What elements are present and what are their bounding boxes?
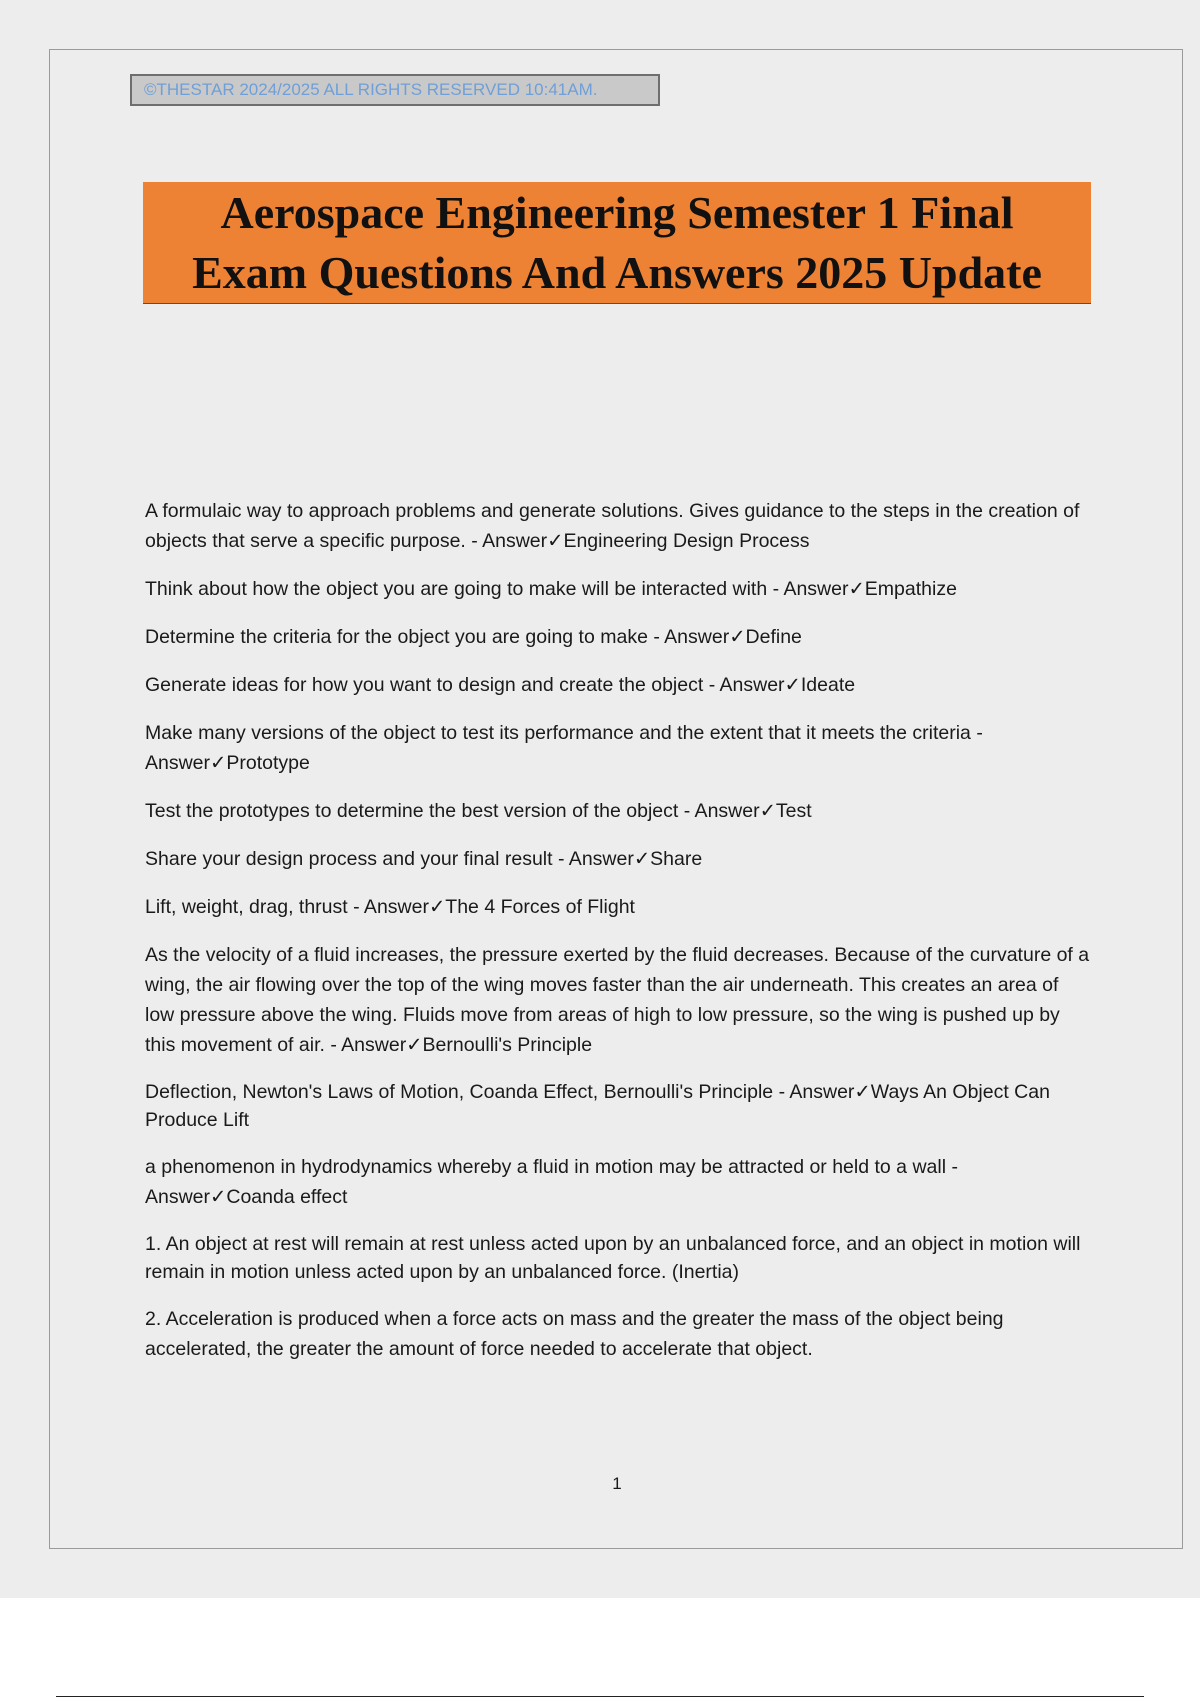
qa-item: Generate ideas for how you want to design and create the object - Answer✓Ideate xyxy=(145,674,856,696)
qa-item: a phenomenon in hydrodynamics whereby a fluid in motion may be attracted or held to a wall - Answer✓Coanda effect xyxy=(145,1156,958,1208)
qa-item: Think about how the object you are going to make will be interacted with - Answer✓Empathize xyxy=(145,578,957,600)
title-line-1: Aerospace Engineering Semester 1 Final xyxy=(220,186,1014,238)
qa-item: Share your design process and your final result - Answer✓Share xyxy=(145,848,703,870)
qa-item: Make many versions of the object to test its performance and the extent that it meets the criteria - Answer✓Prototype xyxy=(145,722,983,774)
qa-item: 1. An object at rest will remain at rest unless acted upon by an unbalanced force, and an object in motion will remain in motion unless acted upon by an unbalanced force. (Inertia) xyxy=(145,1233,1081,1283)
bottom-divider xyxy=(56,1696,1144,1697)
copyright-banner: ©THESTAR 2024/2025 ALL RIGHTS RESERVED 10:41AM. xyxy=(130,74,660,106)
page-number: 1 xyxy=(612,1474,622,1493)
qa-item: Lift, weight, drag, thrust - Answer✓The 4 Forces of Flight xyxy=(145,896,635,918)
qa-item: Deflection, Newton's Laws of Motion, Coanda Effect, Bernoulli's Principle - Answer✓Ways An Object Can Produce Lift xyxy=(145,1081,1050,1131)
qa-item: 2. Acceleration is produced when a force acts on mass and the greater the mass of the object being accelerated, the greater the amount of force needed to accelerate that object. xyxy=(145,1308,1004,1360)
qa-item: Determine the criteria for the object you are going to make - Answer✓Define xyxy=(145,626,802,648)
title-line-2: Exam Questions And Answers 2025 Update xyxy=(192,246,1042,298)
qa-item: As the velocity of a fluid increases, the pressure exerted by the fluid decreases. Because of the curvature of a wing, the air flowing over the top of the wing moves faster than the air underneath. This creates an area of low pressure above the wing. Fluids move from areas of high to low pressure, so the wing is pushed up by this movement of air. - Answer✓Bernoulli's Principle xyxy=(145,944,1090,1056)
title-banner xyxy=(143,182,1091,304)
qa-item: Test the prototypes to determine the best version of the object - Answer✓Test xyxy=(145,800,812,822)
qa-list xyxy=(145,496,1090,1382)
qa-item: A formulaic way to approach problems and generate solutions. Gives guidance to the steps in the creation of objects that serve a specific purpose. - Answer✓Engineering Design Process xyxy=(145,500,1080,552)
document-title xyxy=(192,183,1042,303)
